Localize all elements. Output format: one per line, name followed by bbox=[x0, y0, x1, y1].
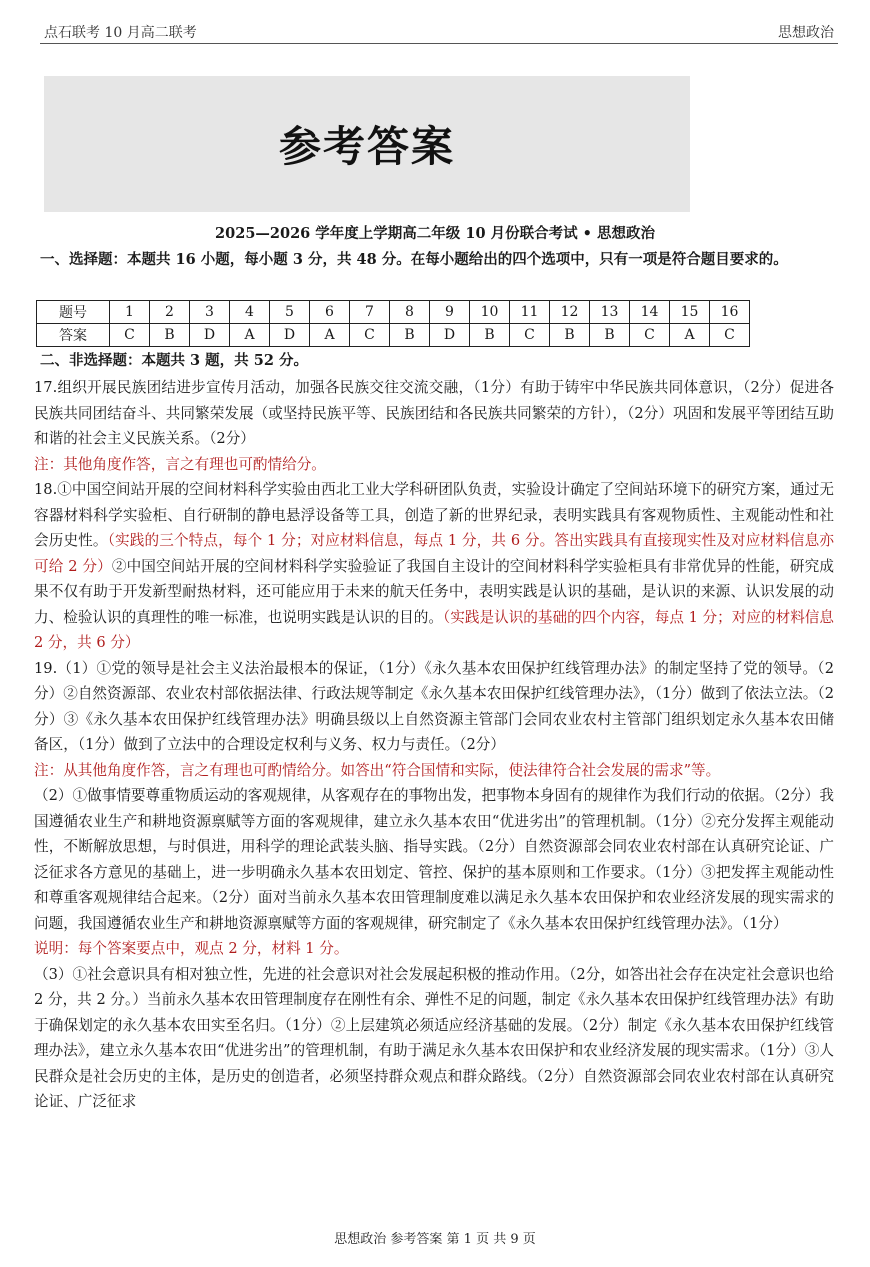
question-number: 15 bbox=[670, 301, 710, 324]
section1-heading: 一、选择题：本题共 16 小题，每小题 3 分，共 48 分。在每小题给出的四个选项中，只有一项是符合题目要求的。 bbox=[40, 251, 788, 268]
question-number: 5 bbox=[270, 301, 310, 324]
q17-note: 注：其他角度作答，言之有理也可酌情给分。 bbox=[34, 455, 326, 473]
question-number: 1 bbox=[110, 301, 150, 324]
answer-cell: B bbox=[470, 324, 510, 347]
banner-title: 参考答案 bbox=[278, 122, 455, 171]
header-right: 思想政治 bbox=[778, 25, 834, 41]
answer-cell: A bbox=[670, 324, 710, 347]
question-number: 4 bbox=[230, 301, 270, 324]
answer-row bbox=[37, 324, 750, 347]
answer-cell: C bbox=[350, 324, 390, 347]
header-left: 点石联考 10 月高二联考 bbox=[44, 25, 197, 41]
section2-heading: 二、非选择题：本题共 3 题，共 52 分。 bbox=[40, 352, 308, 369]
answer-cell: C bbox=[510, 324, 550, 347]
answer-cell: B bbox=[550, 324, 590, 347]
question-number: 10 bbox=[470, 301, 510, 324]
question-number: 2 bbox=[150, 301, 190, 324]
answer-cell: D bbox=[190, 324, 230, 347]
answer-cell: A bbox=[230, 324, 270, 347]
question-number: 7 bbox=[350, 301, 390, 324]
q18-answer bbox=[34, 477, 834, 656]
q19-part3: （3）①社会意识具有相对独立性，先进的社会意识对社会发展起积极的推动作用。（2分，如答出社会存在决定社会意识也给 2 分，共 2 分。）当前永久基本农田管理制度存在刚性有余、弹性不足的问题，制定《永久基本农田保护红线管理办法》有助于确保划定的永久基本农田实至名归。（1分）②上层建筑必须适应经济基础的发展。（2分）制定《永久基本农田保护红线管理办法》，建立永久基本农田“优进劣出”的管理机制，有助于满足永久基本农田保护和农业经济发展的现实需求。（1分）③人民群众是社会历史的主体，是历史的创造者，必须坚持群众观点和群众路线。（2分）自然资源部会同农业农村部在认真研究论证、广泛征求 bbox=[34, 965, 834, 1110]
answer-cell: C bbox=[110, 324, 150, 347]
q19-part2: （2）①做事情要尊重物质运动的客观规律，从客观存在的事物出发，把事物本身固有的规律作为我们行动的依据。（2分）我国遵循农业生产和耕地资源禀赋等方面的客观规律，建立永久基本农田“优进劣出”的管理机制。（1分）②充分发挥主观能动性，不断解放思想，与时俱进，用科学的理论武装头脑、指导实践。（2分）自然资源部会同农业农村部在认真研究论证、广泛征求各方意见的基础上，进一步明确永久基本农田划定、管控、保护的基本原则和工作要求。（1分）③把发挥主观能动性和尊重客观规律结合起来。（2分）面对当前永久基本农田管理制度难以满足永久基本农田保护和农业经济发展的现实需求的问题，我国遵循农业生产和耕地资源禀赋等方面的客观规律，研究制定了《永久基本农田保护红线管理办法》。（1分） bbox=[34, 787, 834, 932]
answer-cell: B bbox=[390, 324, 430, 347]
exam-title: 2025—2026 学年度上学期高二年级 10 月份联合考试 • 思想政治 bbox=[215, 225, 655, 242]
q18-part2: ②中国空间站开展的空间材料科学实验验证了我国自主设计的空间材料科学实验柜具有非常优异的性能，研究成果不仅有助于开发新型耐热材料，还可能应用于未来的航天任务中，表明实践是认识的基础，是认识的来源、认识发展的动力、检验认识的真理性的唯一标准，也说明实践是认识的目的。 bbox=[34, 557, 834, 626]
answer-cell: A bbox=[310, 324, 350, 347]
q18-part1: 18.①中国空间站开展的空间材料科学实验由西北工业大学科研团队负责，实验设计确定了空间站环境下的研究方案，通过无容器材料科学实验柜、自行研制的静电悬浮设备等工具，创造了新的世界纪录，表明实践具有客观物质性、主观能动性和社会历史性。 bbox=[34, 481, 834, 549]
number-row bbox=[37, 301, 750, 324]
question-number: 6 bbox=[310, 301, 350, 324]
q19-note1: 注：从其他角度作答，言之有理也可酌情给分。如答出“符合国情和实际，使法律符合社会发展的需求”等。 bbox=[34, 761, 721, 779]
question-number: 9 bbox=[430, 301, 470, 324]
q18-scoring-note2: （实践是认识的基础的四个内容，每点 1 分；对应的材料信息 2 分，共 6 分） bbox=[34, 608, 834, 651]
question-number: 12 bbox=[550, 301, 590, 324]
answer-cell: C bbox=[710, 324, 750, 347]
answer-cell: B bbox=[150, 324, 190, 347]
q17-answer: 17.组织开展民族团结进步宣传月活动，加强各民族交往交流交融，（1分）有助于铸牢中华民族共同体意识，（2分）促进各民族共同团结奋斗、共同繁荣发展（或坚持民族平等、民族团结和各民族共同繁荣的方针），（2分）巩固和发展平等团结互助和谐的社会主义民族关系。（2分） bbox=[34, 379, 834, 447]
answer-cell: C bbox=[630, 324, 670, 347]
row-label-number: 题号 bbox=[37, 301, 110, 324]
question-number: 16 bbox=[710, 301, 750, 324]
q19-note2: 说明：每个答案要点中，观点 2 分，材料 1 分。 bbox=[34, 940, 349, 957]
title-banner bbox=[44, 76, 690, 212]
page-footer: 思想政治 参考答案 第 1 页 共 9 页 bbox=[334, 1232, 536, 1247]
question-number: 14 bbox=[630, 301, 670, 324]
q19-part1: 19.（1）①党的领导是社会主义法治最根本的保证，（1分）《永久基本农田保护红线管理办法》的制定坚持了党的领导。（2分）②自然资源部、农业农村部依据法律、行政法规等制定《永久基本农田保护红线管理办法》，（1分）做到了依法立法。（2分）③《永久基本农田保护红线管理办法》明确县级以上自然资源主管部门会同农业农村主管部门组织划定永久基本农田储备区，（1分）做到了立法中的合理设定权利与义务、权力与责任。（2分） bbox=[34, 659, 834, 753]
row-label-answer: 答案 bbox=[37, 324, 110, 347]
question-number: 8 bbox=[390, 301, 430, 324]
header-divider bbox=[40, 43, 838, 44]
answer-content bbox=[34, 375, 834, 1115]
answer-cell: D bbox=[270, 324, 310, 347]
answer-table bbox=[36, 300, 750, 347]
question-number: 3 bbox=[190, 301, 230, 324]
answer-cell: B bbox=[590, 324, 630, 347]
question-number: 11 bbox=[510, 301, 550, 324]
question-number: 13 bbox=[590, 301, 630, 324]
q18-scoring-note1: （实践的三个特点，每个 1 分；对应材料信息，每点 1 分，共 6 分。答出实践具有直接现实性及对应材料信息亦可给 2 分） bbox=[34, 532, 834, 575]
answer-cell: D bbox=[430, 324, 470, 347]
